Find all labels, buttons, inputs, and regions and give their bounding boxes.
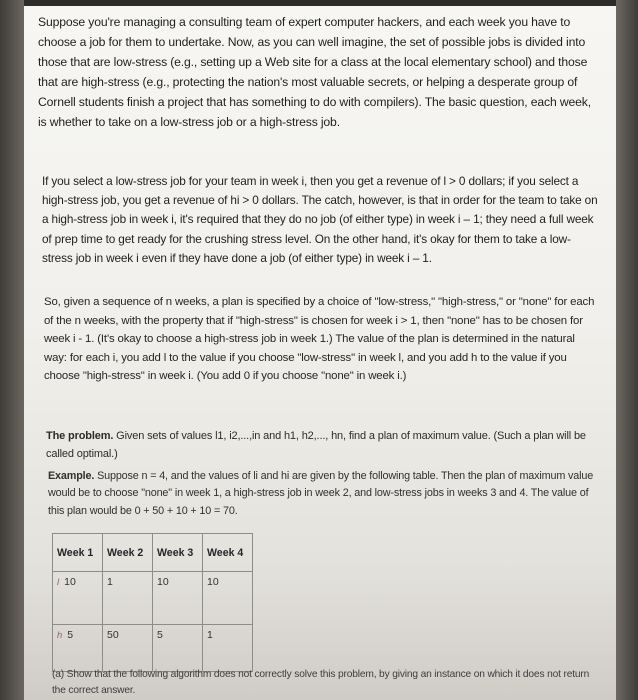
- revenue-paragraph: If you select a low-stress job for your team in week i, then you get a revenue of l > 0 dollars; if you select a high-stress job, you get a revenue of hi > 0 dollars. The catch, however, is that in order for the team to take on a high-stress job in week i, it's required that they do no job (of either type) in week i – 1; they need a full week of prep time to get ready for the crushing stress level. On the other hand, it's okay for them to take a low-stress job in week i even if they have done a job (of either type) in week i – 1.: [42, 174, 598, 265]
- table-cell: 1: [203, 625, 253, 672]
- table-cell: 50: [103, 625, 153, 672]
- table-row: [53, 572, 253, 625]
- cell-value: 5: [67, 629, 74, 641]
- table-cell: [53, 625, 103, 672]
- question-a: (a) Show that the following algorithm does not correctly solve this problem, by giving an instance on which it does not return the correct answer.: [52, 669, 590, 696]
- intro-paragraph: Suppose you're managing a consulting team of expert computer hackers, and each week you have to choose a job for them to undertake. Now, as you can well imagine, the set of possible jobs is divided into those that are low-stress (e.g., setting up a Web site for a class at the local elementary school) and those that are high-stress (e.g., protecting the nation's most valuable secrets, or helping a desperate group of Cornell students finish a project that has something to do with compilers). The basic question, each week, is whether to take on a low-stress job or a high-stress job.: [38, 15, 591, 129]
- example-paragraph: [48, 468, 600, 520]
- table-cell: 1: [103, 572, 153, 625]
- table-cell: 10: [153, 572, 203, 625]
- table-row: [53, 625, 253, 672]
- textbook-page: [24, 6, 616, 700]
- photo-left-edge: [0, 0, 24, 700]
- cell-value: 10: [64, 576, 76, 588]
- table-cell: 5: [153, 625, 203, 672]
- row-label: l: [57, 577, 60, 588]
- table-header-cell: Week 2: [103, 534, 153, 572]
- table-header-cell: Week 3: [153, 534, 203, 572]
- values-table: [52, 533, 253, 672]
- table-header-row: [53, 534, 253, 572]
- table-cell: 10: [203, 572, 253, 625]
- problem-text: Given sets of values l1, i2,...,in and h1, h2,..., hn, find a plan of maximum value. (Such a plan will be called optimal.): [46, 430, 586, 460]
- plan-paragraph: So, given a sequence of n weeks, a plan is specified by a choice of "low-stress," "high-stress," or "none" for each of the n weeks, with the property that if "high-stress" is chosen for week i > 1, then "none" has to be chosen for week i - 1. (It's okay to choose a high-stress job in week 1.) The value of the plan is determined in the natural way: for each i, you add l to the value if you choose "low-stress" in week l, and you add h to the value if you choose "high-stress" in week i. (You add 0 if you choose "none" in week i.): [44, 296, 595, 382]
- problem-statement: [46, 428, 598, 463]
- table-cell: [53, 572, 103, 625]
- table-header-cell: Week 1: [53, 534, 103, 572]
- photo-right-edge: [616, 0, 638, 700]
- example-text: Suppose n = 4, and the values of li and hi are given by the following table. Then the plan of maximum value would be to choose "none" in week 1, a high-stress job in week 2, and low-stress jobs in weeks 3 and 4. The value of this plan would be 0 + 50 + 10 + 10 = 70.: [48, 470, 594, 517]
- table-header-cell: Week 4: [203, 534, 253, 572]
- row-label: h: [57, 630, 63, 641]
- problem-label: The problem.: [46, 430, 114, 442]
- example-label: Example.: [48, 470, 95, 482]
